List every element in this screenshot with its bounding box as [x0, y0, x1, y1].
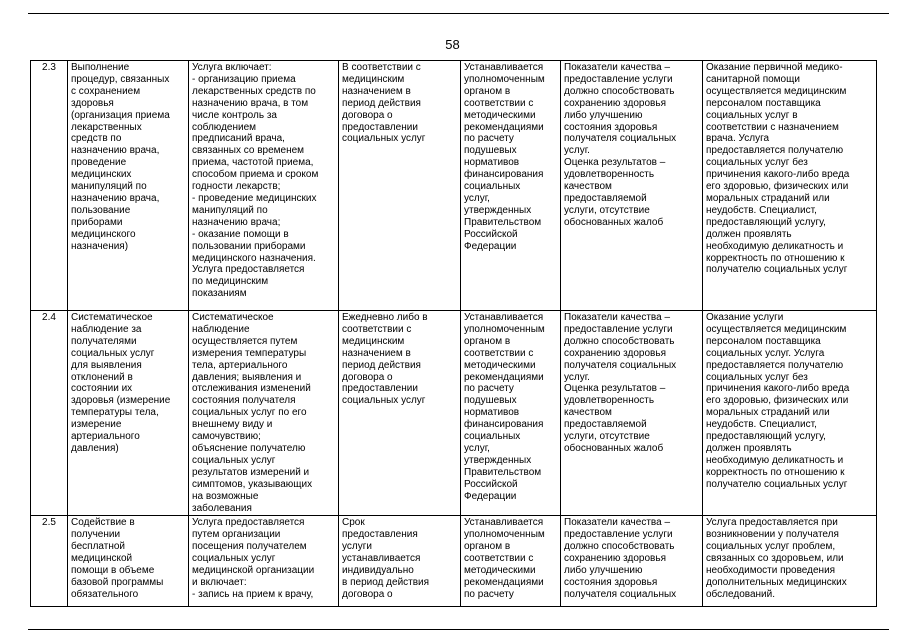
service-terms-cell: Срок предоставления услуги устанавливается индивидуально в период действия договора о	[339, 516, 461, 607]
services-table	[30, 60, 877, 607]
service-quality-cell: Показатели качества – предоставление услуги должно способствовать сохранению здоровья получателя социальных услуг. Оценка результатов – удовлетворенность качеством предоставляемой услуги, отсутствие обоснованных жалоб	[561, 311, 703, 516]
service-content-cell: Услуга включает: - организацию приема лекарственных средств по назначению врача, в том числе контроль за соблюдением предписаний врача, связанных со временем приема, частотой приема, способом приема и сроком годности лекарств; - проведение медицинских манипуляций по назначению врача; - оказание помощи в пользовании приборами медицинского назначения. Услуга предоставляется по медицинским показаниям	[189, 61, 339, 311]
service-name-cell: Содействие в получении бесплатной медицинской помощи в объеме базовой программы обязательного	[68, 516, 189, 607]
service-quality-cell: Показатели качества – предоставление услуги должно способствовать сохранению здоровья либо улучшению состояния здоровья получателя социальных	[561, 516, 703, 607]
service-quality-cell: Показатели качества – предоставление услуги должно способствовать сохранению здоровья либо улучшению состояния здоровья получателя социальных услуг. Оценка результатов – удовлетворенность качеством предоставляемой услуги, отсутствие обоснованных жалоб	[561, 61, 703, 311]
service-conditions-cell: Оказание услуги осуществляется медицинским персоналом поставщика социальных услуг. Услуга предоставляется получателю социальных услуг без причинения какого-либо вреда его здоровью, физических или моральных страданий или неудобств. Специалист, предоставляющий услугу, должен проявлять необходимую деликатность и корректность по отношению к получателю социальных услуг	[703, 311, 877, 516]
service-terms-cell: Ежедневно либо в соответствии с медицинским назначением в период действия договора о предоставлении социальных услуг	[339, 311, 461, 516]
service-name-cell: Систематическое наблюдение за получателями социальных услуг для выявления отклонений в состоянии их здоровья (измерение температуры тела, измерение артериального давления)	[68, 311, 189, 516]
service-name-cell: Выполнение процедур, связанных с сохранением здоровья (организация приема лекарственных средств по назначению врача, проведение медицинских манипуляций по назначению врача, пользование приборами медицинского назначения)	[68, 61, 189, 311]
row-number: 2.3	[31, 61, 68, 311]
page-number: 58	[445, 37, 460, 52]
service-content-cell: Систематическое наблюдение осуществляется путем измерения температуры тела, артериального давления; выявления и отслеживания изменений состояния получателя социальных услуг по его внешнему виду и самочувствию; объяснение получателю социальных услуг результатов измерений и симптомов, указывающих на возможные заболевания	[189, 311, 339, 516]
row-number: 2.4	[31, 311, 68, 516]
table-row	[31, 311, 877, 516]
page-bottom-rule	[28, 629, 889, 630]
row-number: 2.5	[31, 516, 68, 607]
service-tariff-cell: Устанавливается уполномоченным органом в соответствии с методическими рекомендациями по расчету подушевых нормативов финансирования социальных услуг, утвержденных Правительством Российской Федерации	[461, 311, 561, 516]
table-row	[31, 61, 877, 311]
service-tariff-cell: Устанавливается уполномоченным органом в соответствии с методическими рекомендациями по расчету	[461, 516, 561, 607]
page-top-rule	[28, 13, 889, 14]
service-tariff-cell: Устанавливается уполномоченным органом в соответствии с методическими рекомендациями по расчету подушевых нормативов финансирования социальных услуг, утвержденных Правительством Российской Федерации	[461, 61, 561, 311]
service-conditions-cell: Услуга предоставляется при возникновении у получателя социальных услуг проблем, связанных со здоровьем, или необходимости проведения дополнительных медицинских обследований.	[703, 516, 877, 607]
service-terms-cell: В соответствии с медицинским назначением в период действия договора о предоставлении социальных услуг	[339, 61, 461, 311]
service-conditions-cell: Оказание первичной медико- санитарной помощи осуществляется медицинским персоналом поставщика социальных услуг в соответствии с назначением врача. Услуга предоставляется получателю социальных услуг без причинения какого-либо вреда его здоровью, физических или моральных страданий или неудобств. Специалист, предоставляющий услугу, должен проявлять необходимую деликатность и корректность по отношению к получателю социальных услуг	[703, 61, 877, 311]
service-content-cell: Услуга предоставляется путем организации посещения получателем социальных услуг медицинской организации и включает: - запись на прием к врачу,	[189, 516, 339, 607]
table-row	[31, 516, 877, 607]
